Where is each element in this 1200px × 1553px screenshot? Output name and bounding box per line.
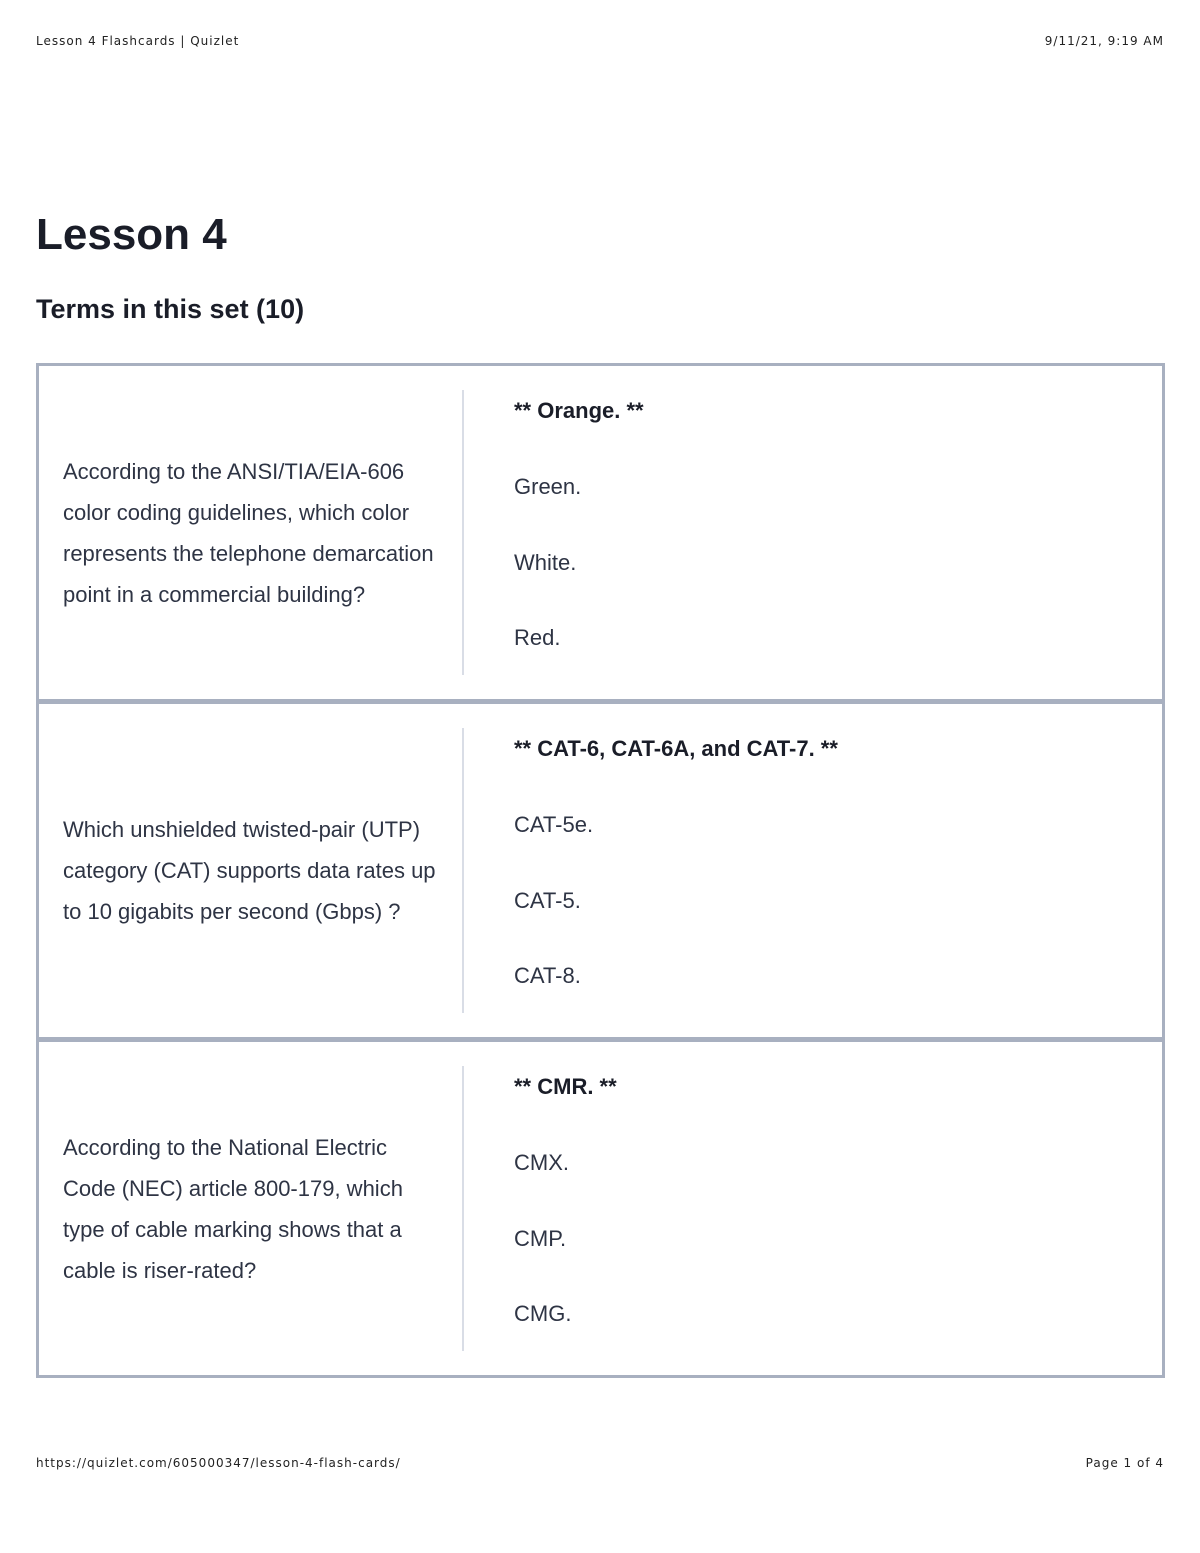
- print-page-title: Lesson 4 Flashcards | Quizlet: [36, 34, 240, 48]
- print-page-number: Page 1 of 4: [1085, 1456, 1164, 1470]
- print-datetime: 9/11/21, 9:19 AM: [1044, 34, 1164, 48]
- card-divider: [462, 390, 464, 675]
- flashcard: [36, 1039, 1165, 1378]
- answer-option: CAT-5e.: [514, 811, 594, 837]
- card-term: Which unshielded twisted-pair (UTP) category (CAT) supports data rates up to 10 gigabits per second (Gbps) ?: [63, 817, 436, 924]
- print-url: https://quizlet.com/605000347/lesson-4-flash-cards/: [36, 1456, 401, 1470]
- answer-option: CMX.: [514, 1149, 569, 1175]
- print-footer: [36, 1456, 1164, 1470]
- answer-option: Green.: [514, 473, 582, 499]
- answer-option: CMG.: [514, 1301, 572, 1327]
- flashcard-list: [36, 363, 1165, 1378]
- answer-option: CAT-5.: [514, 887, 581, 913]
- card-divider: [462, 728, 464, 1013]
- terms-heading: Terms in this set (10): [36, 294, 305, 324]
- card-definition: [464, 366, 644, 699]
- correct-answer: ** CMR. **: [514, 1074, 617, 1099]
- card-term: According to the National Electric Code (NEC) article 800-179, which type of cable marking shows that a cable is riser-rated?: [63, 1134, 403, 1283]
- set-title: Lesson 4: [36, 210, 227, 259]
- card-definition: [464, 1042, 617, 1375]
- card-divider: [462, 1066, 464, 1351]
- answer-option: CAT-8.: [514, 963, 581, 989]
- print-header: [36, 34, 1164, 48]
- card-term: According to the ANSI/TIA/EIA-606 color coding guidelines, which color represents the telephone demarcation point in a commercial building?: [63, 458, 434, 607]
- flashcard: [36, 363, 1165, 702]
- flashcard: [36, 701, 1165, 1040]
- correct-answer: ** Orange. **: [514, 398, 644, 423]
- answer-option: CMP.: [514, 1225, 567, 1251]
- answer-option: White.: [514, 549, 577, 575]
- card-definition: [464, 704, 838, 1037]
- answer-option: Red.: [514, 625, 561, 651]
- correct-answer: ** CAT-6, CAT-6A, and CAT-7. **: [514, 736, 838, 761]
